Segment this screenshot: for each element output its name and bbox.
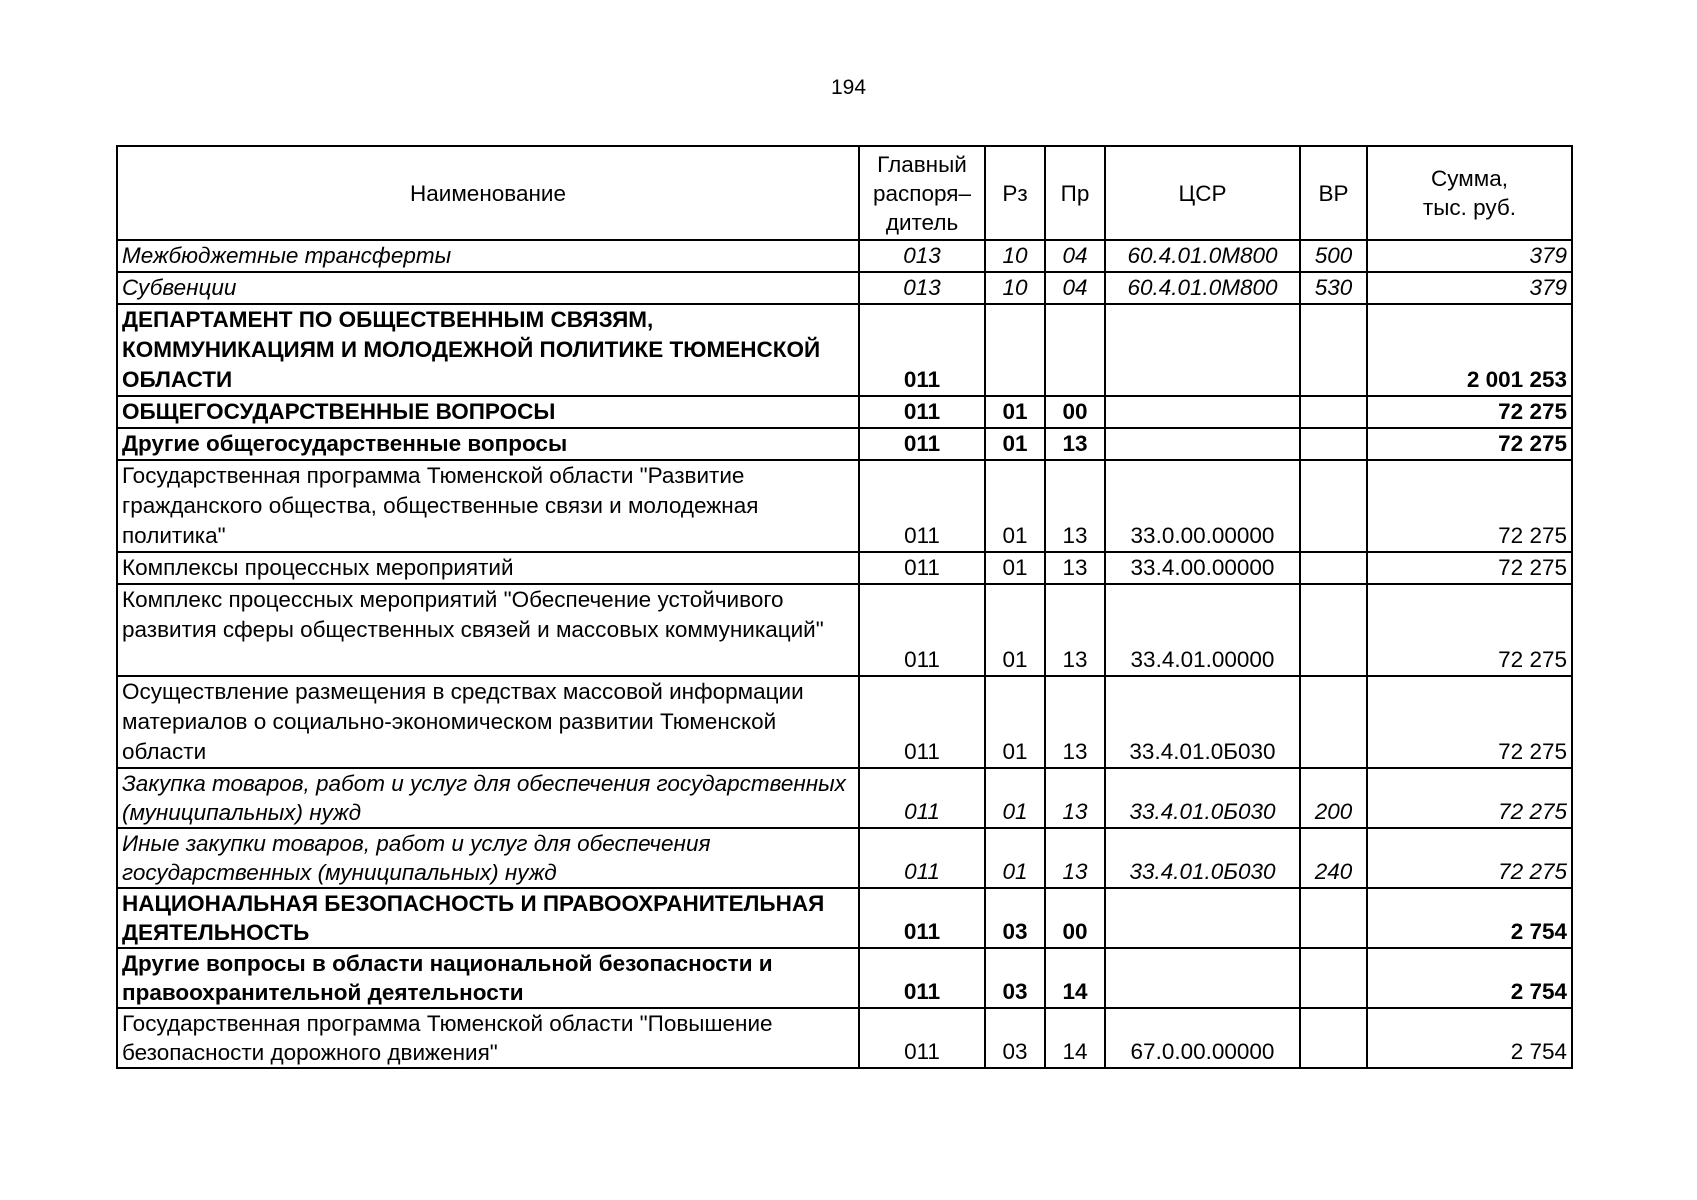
header-glav (859, 146, 985, 240)
row-vr (1300, 584, 1367, 676)
row-rz: 01 (985, 584, 1045, 676)
table-row (117, 768, 1572, 828)
table-row (117, 948, 1572, 1008)
row-glav: 011 (859, 676, 985, 768)
row-csr: 60.4.01.0М800 (1105, 272, 1300, 304)
row-glav: 011 (859, 460, 985, 552)
header-glav-line2: распоря– (873, 180, 971, 206)
table-row (117, 584, 1572, 676)
row-pr: 13 (1045, 428, 1105, 460)
row-pr: 00 (1045, 888, 1105, 948)
row-name: Другие вопросы в области национальной безопасности и правоохранительной деятельности (117, 948, 859, 1008)
row-csr (1105, 428, 1300, 460)
row-vr: 200 (1300, 768, 1367, 828)
table-row (117, 272, 1572, 304)
row-csr: 67.0.00.00000 (1105, 1008, 1300, 1068)
row-vr (1300, 676, 1367, 768)
row-rz: 01 (985, 828, 1045, 888)
row-glav: 011 (859, 888, 985, 948)
row-sum: 72 275 (1367, 552, 1572, 584)
row-pr: 00 (1045, 396, 1105, 428)
row-name: Осуществление размещения в средствах массовой информации материалов о социально-экономическом развитии Тюменской области (117, 676, 859, 768)
row-vr: 530 (1300, 272, 1367, 304)
row-csr (1105, 888, 1300, 948)
row-name: ОБЩЕГОСУДАРСТВЕННЫЕ ВОПРОСЫ (117, 396, 859, 428)
row-vr (1300, 396, 1367, 428)
row-name: Иные закупки товаров, работ и услуг для обеспечения государственных (муниципальных) нужд (117, 828, 859, 888)
row-csr: 60.4.01.0М800 (1105, 240, 1300, 272)
row-rz: 01 (985, 428, 1045, 460)
row-pr: 04 (1045, 272, 1105, 304)
row-vr: 500 (1300, 240, 1367, 272)
row-sum: 72 275 (1367, 828, 1572, 888)
row-sum: 2 754 (1367, 948, 1572, 1008)
row-rz (985, 304, 1045, 396)
row-pr: 13 (1045, 676, 1105, 768)
row-sum: 2 001 253 (1367, 304, 1572, 396)
table-row (117, 304, 1572, 396)
row-glav: 011 (859, 1008, 985, 1068)
row-pr: 13 (1045, 584, 1105, 676)
row-csr: 33.4.00.00000 (1105, 552, 1300, 584)
row-pr: 13 (1045, 828, 1105, 888)
table-row (117, 888, 1572, 948)
table-row (117, 240, 1572, 272)
header-name: Наименование (117, 146, 859, 240)
row-rz: 10 (985, 272, 1045, 304)
table-row (117, 552, 1572, 584)
row-glav: 011 (859, 584, 985, 676)
row-glav: 011 (859, 552, 985, 584)
row-vr (1300, 948, 1367, 1008)
row-rz: 01 (985, 396, 1045, 428)
page-number: 194 (830, 76, 867, 99)
row-csr: 33.4.01.0Б030 (1105, 676, 1300, 768)
row-sum: 379 (1367, 272, 1572, 304)
row-vr (1300, 552, 1367, 584)
row-rz: 01 (985, 768, 1045, 828)
row-sum: 72 275 (1367, 428, 1572, 460)
header-csr: ЦСР (1105, 146, 1300, 240)
table-header-row (117, 146, 1572, 240)
header-vr: ВР (1300, 146, 1367, 240)
row-pr: 14 (1045, 1008, 1105, 1068)
row-vr (1300, 888, 1367, 948)
header-sum (1367, 146, 1572, 240)
row-sum: 72 275 (1367, 676, 1572, 768)
header-sum-line1: Сумма, (1431, 166, 1508, 191)
table-row (117, 396, 1572, 428)
row-pr: 13 (1045, 460, 1105, 552)
row-name: Комплекс процессных мероприятий "Обеспечение устойчивого развития сферы общественных связей и массовых коммуникаций" (117, 584, 859, 676)
row-name: Межбюджетные трансферты (117, 240, 859, 272)
row-name: Другие общегосударственные вопросы (117, 428, 859, 460)
row-pr: 13 (1045, 768, 1105, 828)
table-row (117, 428, 1572, 460)
row-csr (1105, 396, 1300, 428)
header-sum-line2: тыс. руб. (1422, 195, 1517, 220)
row-name: Субвенции (117, 272, 859, 304)
row-vr (1300, 304, 1367, 396)
row-vr (1300, 1008, 1367, 1068)
row-csr: 33.4.01.00000 (1105, 584, 1300, 676)
row-rz: 03 (985, 948, 1045, 1008)
header-glav-line3: дитель (885, 209, 959, 235)
row-glav: 013 (859, 240, 985, 272)
row-rz: 01 (985, 460, 1045, 552)
header-rz: Рз (985, 146, 1045, 240)
row-rz: 01 (985, 552, 1045, 584)
row-name: ДЕПАРТАМЕНТ ПО ОБЩЕСТВЕННЫМ СВЯЗЯМ, КОММУНИКАЦИЯМ И МОЛОДЕЖНОЙ ПОЛИТИКЕ ТЮМЕНСКОЙ ОБЛАСТИ (117, 304, 859, 396)
row-rz: 10 (985, 240, 1045, 272)
budget-table (116, 145, 1573, 1069)
row-sum: 2 754 (1367, 888, 1572, 948)
row-rz: 01 (985, 676, 1045, 768)
row-name: Закупка товаров, работ и услуг для обеспечения государственных (муниципальных) нужд (117, 768, 859, 828)
row-vr (1300, 460, 1367, 552)
row-rz: 03 (985, 888, 1045, 948)
row-pr: 14 (1045, 948, 1105, 1008)
row-pr: 04 (1045, 240, 1105, 272)
row-sum: 379 (1367, 240, 1572, 272)
row-csr: 33.4.01.0Б030 (1105, 828, 1300, 888)
row-pr (1045, 304, 1105, 396)
row-sum: 72 275 (1367, 396, 1572, 428)
row-glav: 011 (859, 396, 985, 428)
row-csr (1105, 304, 1300, 396)
row-sum: 72 275 (1367, 768, 1572, 828)
row-csr (1105, 948, 1300, 1008)
row-sum: 72 275 (1367, 460, 1572, 552)
header-glav-line1: Главный (877, 151, 967, 177)
table-row (117, 828, 1572, 888)
row-glav: 011 (859, 828, 985, 888)
row-name: Комплексы процессных мероприятий (117, 552, 859, 584)
row-name: НАЦИОНАЛЬНАЯ БЕЗОПАСНОСТЬ И ПРАВООХРАНИТЕЛЬНАЯ ДЕЯТЕЛЬНОСТЬ (117, 888, 859, 948)
row-sum: 72 275 (1367, 584, 1572, 676)
row-csr: 33.0.00.00000 (1105, 460, 1300, 552)
row-vr (1300, 428, 1367, 460)
row-vr: 240 (1300, 828, 1367, 888)
row-glav: 011 (859, 428, 985, 460)
row-rz: 03 (985, 1008, 1045, 1068)
row-glav: 011 (859, 948, 985, 1008)
header-pr: Пр (1045, 146, 1105, 240)
table-row (117, 1008, 1572, 1068)
table-row (117, 676, 1572, 768)
table-row (117, 460, 1572, 552)
row-csr: 33.4.01.0Б030 (1105, 768, 1300, 828)
row-glav: 013 (859, 272, 985, 304)
row-pr: 13 (1045, 552, 1105, 584)
row-glav: 011 (859, 304, 985, 396)
row-glav: 011 (859, 768, 985, 828)
row-name: Государственная программа Тюменской области "Повышение безопасности дорожного движения" (117, 1008, 859, 1068)
row-sum: 2 754 (1367, 1008, 1572, 1068)
row-name: Государственная программа Тюменской области "Развитие гражданского общества, общественные связи и молодежная политика" (117, 460, 859, 552)
